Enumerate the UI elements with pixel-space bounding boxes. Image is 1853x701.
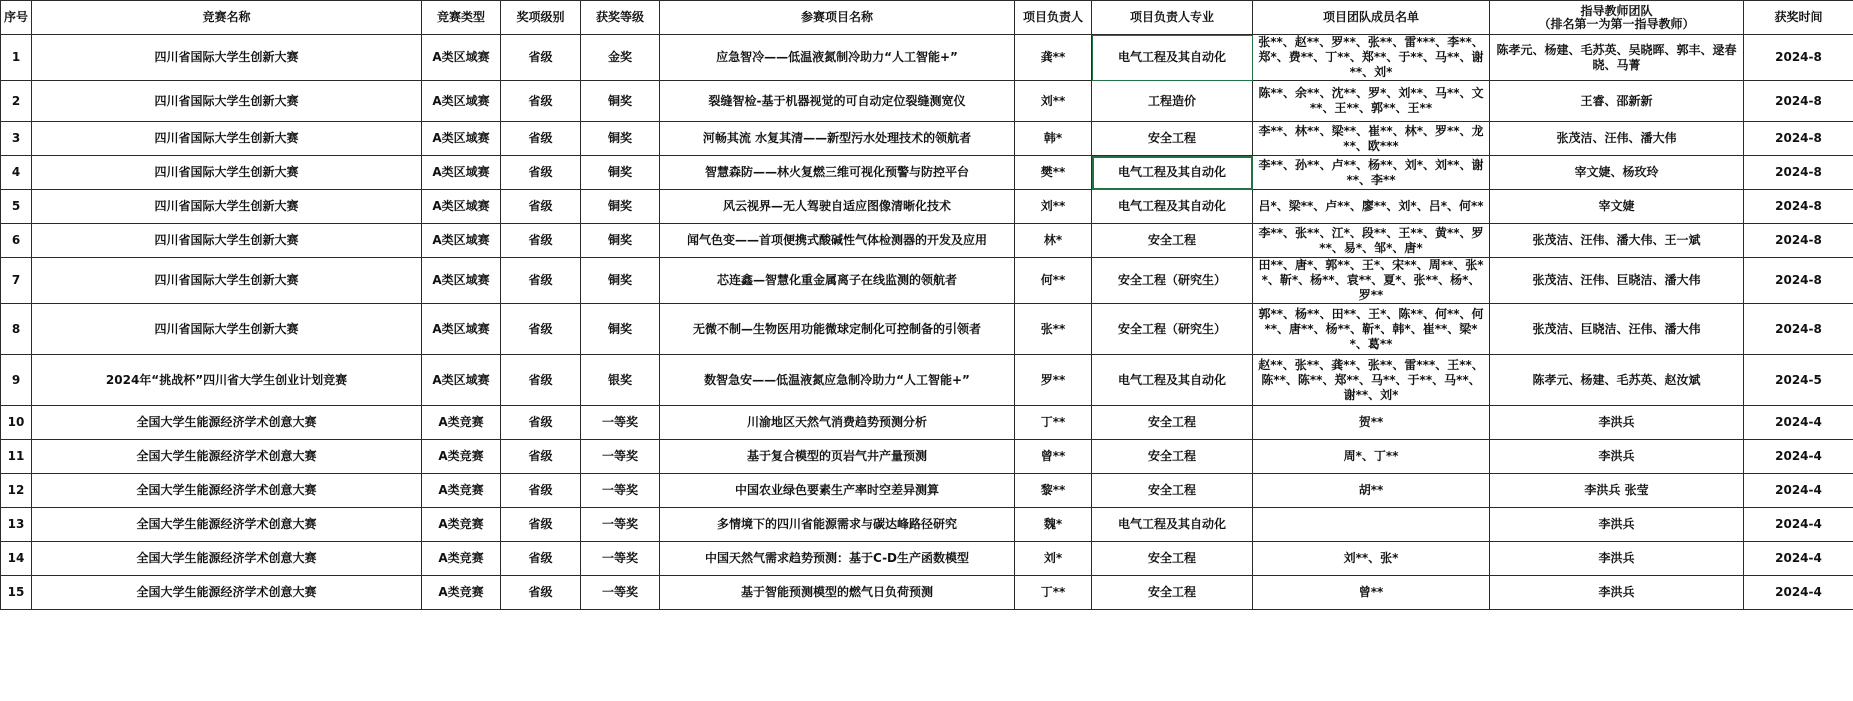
cell-project-name[interactable]: 中国天然气需求趋势预测：基于C-D生产函数模型 — [660, 542, 1015, 576]
cell-award-date[interactable]: 2024-8 — [1744, 35, 1853, 81]
cell-award-level[interactable]: 省级 — [501, 474, 581, 508]
cell-project-name[interactable]: 智慧森防——林火复燃三维可视化预警与防控平台 — [660, 156, 1015, 190]
cell-advisor-team[interactable]: 宰文婕、杨玫玲 — [1490, 156, 1744, 190]
cell-team-members[interactable]: 郭**、杨**、田**、王*、陈**、何**、何**、唐**、杨**、靳*、韩*、崔**、梁**、葛** — [1253, 304, 1490, 355]
cell-leader-major[interactable]: 电气工程及其自动化 — [1092, 355, 1253, 406]
cell-leader-major[interactable]: 电气工程及其自动化 — [1092, 508, 1253, 542]
cell-competition-name[interactable]: 四川省国际大学生创新大赛 — [32, 81, 422, 122]
cell-advisor-team[interactable]: 陈孝元、杨建、毛苏英、吴晓晖、郭丰、逯春晓、马菁 — [1490, 35, 1744, 81]
cell-award-date[interactable]: 2024-8 — [1744, 190, 1853, 224]
cell-advisor-team[interactable]: 张茂洁、汪伟、巨晓洁、潘大伟 — [1490, 258, 1744, 304]
cell-team-members[interactable]: 李**、张**、江*、段**、王**、黄**、罗**、易*、邹*、唐* — [1253, 224, 1490, 258]
cell-award-level[interactable]: 省级 — [501, 35, 581, 81]
cell-leader-major[interactable]: 安全工程 — [1092, 576, 1253, 610]
header-index[interactable]: 序号 — [1, 1, 32, 35]
header-project-name[interactable]: 参赛项目名称 — [660, 1, 1015, 35]
cell-project-leader[interactable]: 樊** — [1015, 156, 1092, 190]
cell-team-members[interactable]: 张**、赵**、罗**、张**、雷***、李**、郑*、费**、丁**、郑**、于**、马**、谢**、刘* — [1253, 35, 1490, 81]
cell-competition-type[interactable]: A类区域赛 — [422, 304, 501, 355]
cell-leader-major[interactable]: 安全工程 — [1092, 542, 1253, 576]
cell-award-date[interactable]: 2024-8 — [1744, 258, 1853, 304]
table-row — [1, 156, 1853, 190]
cell-project-leader[interactable]: 韩* — [1015, 122, 1092, 156]
cell-award-grade[interactable]: 铜奖 — [581, 258, 660, 304]
cell-award-date[interactable]: 2024-8 — [1744, 156, 1853, 190]
cell-project-name[interactable]: 应急智冷——低温液氮制冷助力“人工智能+” — [660, 35, 1015, 81]
cell-index[interactable]: 13 — [1, 508, 32, 542]
cell-project-leader[interactable]: 魏* — [1015, 508, 1092, 542]
cell-award-level[interactable]: 省级 — [501, 122, 581, 156]
cell-team-members[interactable]: 李**、林**、梁**、崔**、林*、罗**、龙**、欧*** — [1253, 122, 1490, 156]
cell-index[interactable]: 6 — [1, 224, 32, 258]
cell-competition-name[interactable]: 四川省国际大学生创新大赛 — [32, 304, 422, 355]
cell-advisor-team[interactable]: 张茂洁、汪伟、潘大伟 — [1490, 122, 1744, 156]
cell-advisor-team[interactable]: 王睿、邵新新 — [1490, 81, 1744, 122]
header-award-date[interactable]: 获奖时间 — [1744, 1, 1853, 35]
cell-project-leader[interactable]: 丁** — [1015, 576, 1092, 610]
cell-project-name[interactable]: 风云视界—无人驾驶自适应图像清晰化技术 — [660, 190, 1015, 224]
cell-competition-name[interactable]: 全国大学生能源经济学术创意大赛 — [32, 474, 422, 508]
cell-team-members[interactable]: 李**、孙**、卢**、杨**、刘*、刘**、谢**、李** — [1253, 156, 1490, 190]
cell-advisor-team[interactable]: 李洪兵 — [1490, 576, 1744, 610]
table-row — [1, 576, 1853, 610]
cell-advisor-team[interactable]: 宰文婕 — [1490, 190, 1744, 224]
cell-award-grade[interactable]: 一等奖 — [581, 576, 660, 610]
cell-advisor-team[interactable]: 李洪兵 — [1490, 508, 1744, 542]
cell-award-level[interactable]: 省级 — [501, 258, 581, 304]
cell-competition-name[interactable]: 四川省国际大学生创新大赛 — [32, 224, 422, 258]
cell-leader-major[interactable]: 安全工程 — [1092, 474, 1253, 508]
table-row — [1, 542, 1853, 576]
header-award-grade[interactable]: 获奖等级 — [581, 1, 660, 35]
header-competition-name[interactable]: 竞赛名称 — [32, 1, 422, 35]
cell-competition-type[interactable]: A类竞赛 — [422, 440, 501, 474]
cell-advisor-team[interactable]: 李洪兵 — [1490, 406, 1744, 440]
cell-award-date[interactable]: 2024-4 — [1744, 474, 1853, 508]
cell-leader-major[interactable]: 安全工程（研究生） — [1092, 258, 1253, 304]
cell-index[interactable]: 5 — [1, 190, 32, 224]
cell-competition-name[interactable]: 全国大学生能源经济学术创意大赛 — [32, 508, 422, 542]
cell-project-leader[interactable]: 曾** — [1015, 440, 1092, 474]
cell-award-date[interactable]: 2024-8 — [1744, 304, 1853, 355]
cell-index[interactable]: 2 — [1, 81, 32, 122]
table-row — [1, 81, 1853, 122]
cell-team-members[interactable]: 曾** — [1253, 576, 1490, 610]
cell-project-name[interactable]: 闻气色变——首项便携式酸碱性气体检测器的开发及应用 — [660, 224, 1015, 258]
table-row — [1, 474, 1853, 508]
cell-competition-name[interactable]: 全国大学生能源经济学术创意大赛 — [32, 576, 422, 610]
cell-leader-major[interactable]: 电气工程及其自动化 — [1092, 156, 1253, 190]
cell-award-date[interactable]: 2024-4 — [1744, 542, 1853, 576]
cell-project-name[interactable]: 数智急安——低温液氮应急制冷助力“人工智能+” — [660, 355, 1015, 406]
cell-team-members[interactable]: 刘**、张* — [1253, 542, 1490, 576]
table-row — [1, 35, 1853, 81]
cell-award-level[interactable]: 省级 — [501, 304, 581, 355]
cell-competition-name[interactable]: 四川省国际大学生创新大赛 — [32, 35, 422, 81]
cell-project-leader[interactable]: 丁** — [1015, 406, 1092, 440]
header-advisor-team[interactable]: 指导教师团队 （排名第一为第一指导教师） — [1490, 1, 1744, 35]
cell-advisor-team[interactable]: 张茂洁、巨晓洁、汪伟、潘大伟 — [1490, 304, 1744, 355]
cell-project-leader[interactable]: 刘* — [1015, 542, 1092, 576]
cell-competition-type[interactable]: A类区域赛 — [422, 258, 501, 304]
cell-competition-name[interactable]: 四川省国际大学生创新大赛 — [32, 122, 422, 156]
cell-award-grade[interactable]: 一等奖 — [581, 440, 660, 474]
cell-award-date[interactable]: 2024-5 — [1744, 355, 1853, 406]
cell-index[interactable]: 15 — [1, 576, 32, 610]
cell-competition-name[interactable]: 全国大学生能源经济学术创意大赛 — [32, 542, 422, 576]
cell-award-grade[interactable]: 一等奖 — [581, 508, 660, 542]
cell-competition-name[interactable]: 2024年“挑战杯”四川省大学生创业计划竞赛 — [32, 355, 422, 406]
header-leader-major[interactable]: 项目负责人专业 — [1092, 1, 1253, 35]
cell-award-grade[interactable]: 金奖 — [581, 35, 660, 81]
cell-project-leader[interactable]: 龚** — [1015, 35, 1092, 81]
cell-competition-name[interactable]: 四川省国际大学生创新大赛 — [32, 258, 422, 304]
cell-leader-major[interactable]: 工程造价 — [1092, 81, 1253, 122]
cell-award-grade[interactable]: 铜奖 — [581, 190, 660, 224]
cell-competition-name[interactable]: 四川省国际大学生创新大赛 — [32, 190, 422, 224]
cell-project-name[interactable]: 基于复合模型的页岩气井产量预测 — [660, 440, 1015, 474]
cell-project-leader[interactable]: 刘** — [1015, 190, 1092, 224]
cell-project-name[interactable]: 无微不制—生物医用功能微球定制化可控制备的引领者 — [660, 304, 1015, 355]
cell-award-level[interactable]: 省级 — [501, 190, 581, 224]
cell-competition-name[interactable]: 四川省国际大学生创新大赛 — [32, 156, 422, 190]
cell-index[interactable]: 1 — [1, 35, 32, 81]
cell-leader-major[interactable]: 电气工程及其自动化 — [1092, 190, 1253, 224]
cell-leader-major[interactable]: 电气工程及其自动化 — [1092, 35, 1253, 81]
cell-project-name[interactable]: 裂缝智检-基于机器视觉的可自动定位裂缝测宽仪 — [660, 81, 1015, 122]
cell-award-level[interactable]: 省级 — [501, 508, 581, 542]
cell-award-grade[interactable]: 铜奖 — [581, 122, 660, 156]
cell-award-level[interactable]: 省级 — [501, 224, 581, 258]
cell-award-grade[interactable]: 一等奖 — [581, 542, 660, 576]
cell-award-date[interactable]: 2024-4 — [1744, 440, 1853, 474]
cell-project-name[interactable]: 川渝地区天然气消费趋势预测分析 — [660, 406, 1015, 440]
cell-award-level[interactable]: 省级 — [501, 576, 581, 610]
cell-project-name[interactable]: 基于智能预测模型的燃气日负荷预测 — [660, 576, 1015, 610]
cell-index[interactable]: 8 — [1, 304, 32, 355]
cell-award-date[interactable]: 2024-8 — [1744, 224, 1853, 258]
cell-competition-type[interactable]: A类区域赛 — [422, 156, 501, 190]
cell-index[interactable]: 12 — [1, 474, 32, 508]
table-body — [1, 35, 1853, 610]
table-row — [1, 304, 1853, 355]
cell-award-grade[interactable]: 一等奖 — [581, 474, 660, 508]
table-row — [1, 406, 1853, 440]
cell-award-level[interactable]: 省级 — [501, 542, 581, 576]
header-competition-type[interactable]: 竞赛类型 — [422, 1, 501, 35]
cell-index[interactable]: 14 — [1, 542, 32, 576]
cell-leader-major[interactable]: 安全工程 — [1092, 440, 1253, 474]
table-row — [1, 508, 1853, 542]
cell-leader-major[interactable]: 安全工程 — [1092, 406, 1253, 440]
cell-advisor-team[interactable]: 李洪兵 — [1490, 440, 1744, 474]
cell-award-level[interactable]: 省级 — [501, 406, 581, 440]
cell-project-name[interactable]: 中国农业绿色要素生产率时空差异测算 — [660, 474, 1015, 508]
cell-competition-type[interactable]: A类区域赛 — [422, 224, 501, 258]
header-project-leader[interactable]: 项目负责人 — [1015, 1, 1092, 35]
cell-team-members[interactable]: 贺** — [1253, 406, 1490, 440]
cell-advisor-team[interactable]: 李洪兵 — [1490, 542, 1744, 576]
table-row — [1, 440, 1853, 474]
table-row — [1, 258, 1853, 304]
cell-project-name[interactable]: 多情境下的四川省能源需求与碳达峰路径研究 — [660, 508, 1015, 542]
cell-leader-major[interactable]: 安全工程（研究生） — [1092, 304, 1253, 355]
cell-team-members[interactable]: 赵**、张**、龚**、张**、雷***、王**、陈**、陈**、郑**、马**、于**、马**、谢**、刘* — [1253, 355, 1490, 406]
cell-award-date[interactable]: 2024-4 — [1744, 508, 1853, 542]
cell-competition-type[interactable]: A类竞赛 — [422, 542, 501, 576]
table-row — [1, 122, 1853, 156]
cell-competition-type[interactable]: A类竞赛 — [422, 508, 501, 542]
cell-advisor-team[interactable]: 陈孝元、杨建、毛苏英、赵汝斌 — [1490, 355, 1744, 406]
cell-competition-name[interactable]: 全国大学生能源经济学术创意大赛 — [32, 440, 422, 474]
header-team-members[interactable]: 项目团队成员名单 — [1253, 1, 1490, 35]
cell-competition-name[interactable]: 全国大学生能源经济学术创意大赛 — [32, 406, 422, 440]
cell-team-members[interactable]: 田**、唐*、郭**、王*、宋**、周**、张**、靳*、杨**、袁**、夏*、张**、杨*、罗** — [1253, 258, 1490, 304]
cell-award-date[interactable]: 2024-4 — [1744, 576, 1853, 610]
cell-project-leader[interactable]: 黎** — [1015, 474, 1092, 508]
cell-leader-major[interactable]: 安全工程 — [1092, 122, 1253, 156]
cell-project-name[interactable]: 河畅其流 水复其清——新型污水处理技术的领航者 — [660, 122, 1015, 156]
cell-team-members[interactable]: 胡** — [1253, 474, 1490, 508]
table-row — [1, 355, 1853, 406]
cell-team-members[interactable] — [1253, 508, 1490, 542]
cell-project-leader[interactable]: 张** — [1015, 304, 1092, 355]
header-award-level[interactable]: 奖项级别 — [501, 1, 581, 35]
cell-index[interactable]: 4 — [1, 156, 32, 190]
cell-index[interactable]: 10 — [1, 406, 32, 440]
cell-leader-major[interactable]: 安全工程 — [1092, 224, 1253, 258]
cell-award-grade[interactable]: 银奖 — [581, 355, 660, 406]
cell-competition-type[interactable]: A类竞赛 — [422, 474, 501, 508]
cell-competition-type[interactable]: A类区域赛 — [422, 355, 501, 406]
cell-award-grade[interactable]: 一等奖 — [581, 406, 660, 440]
table-row — [1, 224, 1853, 258]
cell-team-members[interactable]: 吕*、梁**、卢**、廖**、刘*、吕*、何** — [1253, 190, 1490, 224]
cell-award-date[interactable]: 2024-8 — [1744, 81, 1853, 122]
cell-project-leader[interactable]: 林* — [1015, 224, 1092, 258]
cell-project-leader[interactable]: 罗** — [1015, 355, 1092, 406]
header-row — [1, 1, 1853, 35]
cell-advisor-team[interactable]: 李洪兵 张莹 — [1490, 474, 1744, 508]
cell-award-level[interactable]: 省级 — [501, 81, 581, 122]
cell-award-grade[interactable]: 铜奖 — [581, 81, 660, 122]
cell-index[interactable]: 9 — [1, 355, 32, 406]
cell-award-grade[interactable]: 铜奖 — [581, 304, 660, 355]
cell-team-members[interactable]: 周*、丁** — [1253, 440, 1490, 474]
cell-award-level[interactable]: 省级 — [501, 156, 581, 190]
cell-team-members[interactable]: 陈**、余**、沈**、罗*、刘**、马**、文**、王**、郭**、王** — [1253, 81, 1490, 122]
cell-competition-type[interactable]: A类区域赛 — [422, 81, 501, 122]
cell-award-grade[interactable]: 铜奖 — [581, 156, 660, 190]
cell-award-grade[interactable]: 铜奖 — [581, 224, 660, 258]
cell-award-level[interactable]: 省级 — [501, 440, 581, 474]
cell-index[interactable]: 7 — [1, 258, 32, 304]
table-row — [1, 190, 1853, 224]
cell-advisor-team[interactable]: 张茂洁、汪伟、潘大伟、王一斌 — [1490, 224, 1744, 258]
cell-award-level[interactable]: 省级 — [501, 355, 581, 406]
cell-competition-type[interactable]: A类区域赛 — [422, 122, 501, 156]
cell-competition-type[interactable]: A类区域赛 — [422, 190, 501, 224]
cell-competition-type[interactable]: A类竞赛 — [422, 576, 501, 610]
cell-project-name[interactable]: 芯连鑫—智慧化重金属离子在线监测的领航者 — [660, 258, 1015, 304]
cell-index[interactable]: 3 — [1, 122, 32, 156]
cell-project-leader[interactable]: 刘** — [1015, 81, 1092, 122]
cell-index[interactable]: 11 — [1, 440, 32, 474]
cell-award-date[interactable]: 2024-8 — [1744, 122, 1853, 156]
cell-competition-type[interactable]: A类区域赛 — [422, 35, 501, 81]
cell-project-leader[interactable]: 何** — [1015, 258, 1092, 304]
cell-competition-type[interactable]: A类竞赛 — [422, 406, 501, 440]
cell-award-date[interactable]: 2024-4 — [1744, 406, 1853, 440]
